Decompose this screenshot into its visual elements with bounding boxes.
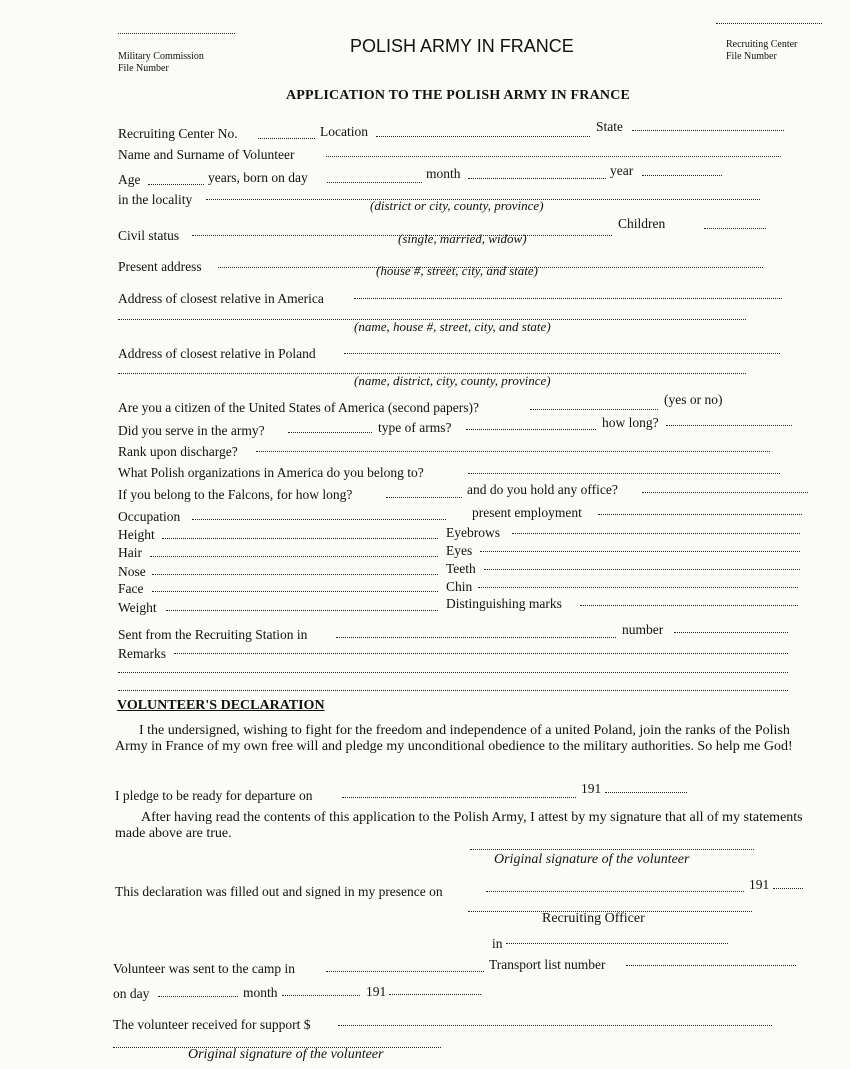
volunteer-signature-field[interactable] bbox=[470, 838, 754, 850]
received-support-label: The volunteer received for support $ bbox=[113, 1017, 311, 1032]
remarks-field-1[interactable] bbox=[174, 642, 788, 654]
age-label: Age bbox=[118, 172, 141, 187]
relative-america-label: Address of closest relative in America bbox=[118, 291, 324, 306]
state-label: State bbox=[596, 119, 623, 134]
chin-field[interactable] bbox=[478, 576, 798, 588]
weight-label: Weight bbox=[118, 600, 157, 615]
relative-poland-hint: (name, district, city, county, province) bbox=[354, 373, 551, 388]
camp-month-label: month bbox=[243, 985, 278, 1000]
civil-status-hint: (single, married, widow) bbox=[398, 231, 527, 246]
volunteer-signature-label-2: Original signature of the volunteer bbox=[188, 1047, 384, 1062]
occupation-label: Occupation bbox=[118, 509, 181, 524]
rank-label: Rank upon discharge? bbox=[118, 444, 238, 459]
how-long-field[interactable] bbox=[666, 414, 792, 426]
eyes-field[interactable] bbox=[480, 540, 800, 552]
type-arms-label: type of arms? bbox=[378, 420, 452, 435]
age-field[interactable] bbox=[148, 173, 204, 185]
remarks-field-2[interactable] bbox=[118, 661, 788, 673]
sent-from-label: Sent from the Recruiting Station in bbox=[118, 627, 308, 642]
recruiting-center-label-1: Recruiting Center bbox=[726, 39, 798, 50]
filled-out-year-field[interactable] bbox=[773, 877, 803, 889]
officer-location-field[interactable] bbox=[506, 932, 728, 944]
born-year-label: year bbox=[610, 163, 634, 178]
filled-out-year-prefix: 191 bbox=[749, 877, 770, 892]
camp-day-field[interactable] bbox=[158, 985, 238, 997]
relative-america-hint: (name, house #, street, city, and state) bbox=[354, 319, 551, 334]
hair-field[interactable] bbox=[150, 545, 438, 557]
filled-out-date-field[interactable] bbox=[486, 880, 744, 892]
location-label: Location bbox=[320, 124, 368, 139]
nose-label: Nose bbox=[118, 564, 146, 579]
serve-army-field[interactable] bbox=[288, 421, 372, 433]
remarks-field-3[interactable] bbox=[118, 679, 788, 691]
falcons-label: If you belong to the Falcons, for how long? bbox=[118, 487, 353, 502]
pledge-year-prefix: 191 bbox=[581, 781, 602, 796]
born-year-field[interactable] bbox=[642, 164, 722, 176]
eyes-label: Eyes bbox=[446, 543, 473, 558]
volunteer-name-field[interactable] bbox=[326, 145, 781, 157]
military-commission-number-line[interactable] bbox=[118, 22, 235, 34]
recruiting-center-label bbox=[726, 39, 797, 63]
chin-label: Chin bbox=[446, 579, 473, 594]
locality-hint: (district or city, county, province) bbox=[370, 198, 544, 213]
distinguishing-marks-label: Distinguishing marks bbox=[446, 596, 562, 611]
children-field[interactable] bbox=[704, 217, 766, 229]
attest-paragraph: After having read the contents of this application to the Polish Army, I attest by my signature that all of my statements made above are true. bbox=[115, 810, 803, 841]
pledge-year-field[interactable] bbox=[605, 781, 687, 793]
type-arms-field[interactable] bbox=[466, 418, 596, 430]
transport-list-label: Transport list number bbox=[489, 957, 606, 972]
camp-month-field[interactable] bbox=[282, 984, 360, 996]
office-label: and do you hold any office? bbox=[467, 482, 618, 497]
office-field[interactable] bbox=[642, 481, 808, 493]
relative-poland-field[interactable] bbox=[344, 342, 780, 354]
declaration-heading: VOLUNTEER'S DECLARATION bbox=[117, 698, 325, 713]
occupation-field[interactable] bbox=[192, 508, 446, 520]
falcons-field[interactable] bbox=[386, 486, 462, 498]
camp-day-label: on day bbox=[113, 986, 150, 1001]
teeth-field[interactable] bbox=[484, 558, 800, 570]
born-day-field[interactable] bbox=[327, 171, 422, 183]
military-commission-label bbox=[118, 51, 204, 75]
born-month-label: month bbox=[426, 166, 461, 181]
volunteer-signature-label: Original signature of the volunteer bbox=[494, 852, 690, 867]
height-field[interactable] bbox=[162, 527, 438, 539]
face-label: Face bbox=[118, 581, 144, 596]
citizen-label: Are you a citizen of the United States of America (second papers)? bbox=[118, 400, 479, 415]
recruiting-center-label-2: File Number bbox=[726, 51, 777, 62]
station-number-field[interactable] bbox=[674, 621, 788, 633]
distinguishing-marks-field[interactable] bbox=[580, 594, 798, 606]
camp-year-field[interactable] bbox=[389, 983, 481, 995]
recruiting-officer-label: Recruiting Officer bbox=[542, 911, 645, 926]
state-field[interactable] bbox=[632, 119, 784, 131]
citizen-field[interactable] bbox=[530, 398, 658, 410]
present-employment-field[interactable] bbox=[598, 503, 802, 515]
face-field[interactable] bbox=[152, 580, 438, 592]
declaration-paragraph: I the undersigned, wishing to fight for the freedom and independence of a united Poland, join the ranks of the Polish Army in France of my own free will and pledge my unconditional obedience to the military authorities. So help me God! bbox=[115, 723, 793, 754]
camp-year-prefix: 191 bbox=[366, 984, 387, 999]
rank-field[interactable] bbox=[256, 440, 770, 452]
eyebrows-label: Eyebrows bbox=[446, 525, 500, 540]
weight-field[interactable] bbox=[166, 599, 438, 611]
location-field[interactable] bbox=[376, 125, 590, 137]
sent-to-camp-label: Volunteer was sent to the camp in bbox=[113, 961, 295, 976]
relative-america-field[interactable] bbox=[354, 287, 782, 299]
nose-field[interactable] bbox=[152, 563, 438, 575]
recruiting-center-number-line[interactable] bbox=[716, 12, 822, 24]
how-long-label: how long? bbox=[602, 415, 659, 430]
recruiting-center-no-field[interactable] bbox=[258, 127, 315, 139]
height-label: Height bbox=[118, 527, 155, 542]
born-day-label: years, born on day bbox=[208, 170, 308, 185]
sent-to-camp-field[interactable] bbox=[326, 960, 484, 972]
military-commission-label-2: File Number bbox=[118, 63, 169, 74]
page-title: POLISH ARMY IN FRANCE bbox=[350, 36, 574, 56]
pledge-date-field[interactable] bbox=[342, 786, 576, 798]
recruiting-center-no-label: Recruiting Center No. bbox=[118, 126, 238, 141]
military-commission-label-1: Military Commission bbox=[118, 51, 204, 62]
serve-army-label: Did you serve in the army? bbox=[118, 423, 265, 438]
eyebrows-field[interactable] bbox=[512, 522, 800, 534]
station-number-label: number bbox=[622, 622, 664, 637]
form-subtitle: APPLICATION TO THE POLISH ARMY IN FRANCE bbox=[286, 88, 631, 103]
remarks-label: Remarks bbox=[118, 646, 166, 661]
pledge-label: I pledge to be ready for departure on bbox=[115, 788, 313, 803]
teeth-label: Teeth bbox=[446, 561, 476, 576]
filled-out-label: This declaration was filled out and signed in my presence on bbox=[115, 884, 443, 899]
born-month-field[interactable] bbox=[468, 167, 606, 179]
civil-status-label: Civil status bbox=[118, 228, 180, 243]
relative-poland-label: Address of closest relative in Poland bbox=[118, 346, 316, 361]
received-support-field[interactable] bbox=[338, 1014, 772, 1026]
present-address-hint: (house #, street, city, and state) bbox=[376, 263, 538, 278]
transport-list-field[interactable] bbox=[626, 954, 796, 966]
sent-from-field[interactable] bbox=[336, 626, 616, 638]
locality-label: in the locality bbox=[118, 192, 193, 207]
polish-orgs-field[interactable] bbox=[468, 462, 780, 474]
children-label: Children bbox=[618, 216, 666, 231]
present-address-label: Present address bbox=[118, 259, 202, 274]
officer-location-label: in bbox=[492, 936, 503, 951]
hair-label: Hair bbox=[118, 545, 142, 560]
volunteer-name-label: Name and Surname of Volunteer bbox=[118, 147, 295, 162]
yes-no-hint: (yes or no) bbox=[664, 392, 723, 407]
polish-orgs-label: What Polish organizations in America do you belong to? bbox=[118, 465, 424, 480]
present-employment-label: present employment bbox=[472, 505, 582, 520]
